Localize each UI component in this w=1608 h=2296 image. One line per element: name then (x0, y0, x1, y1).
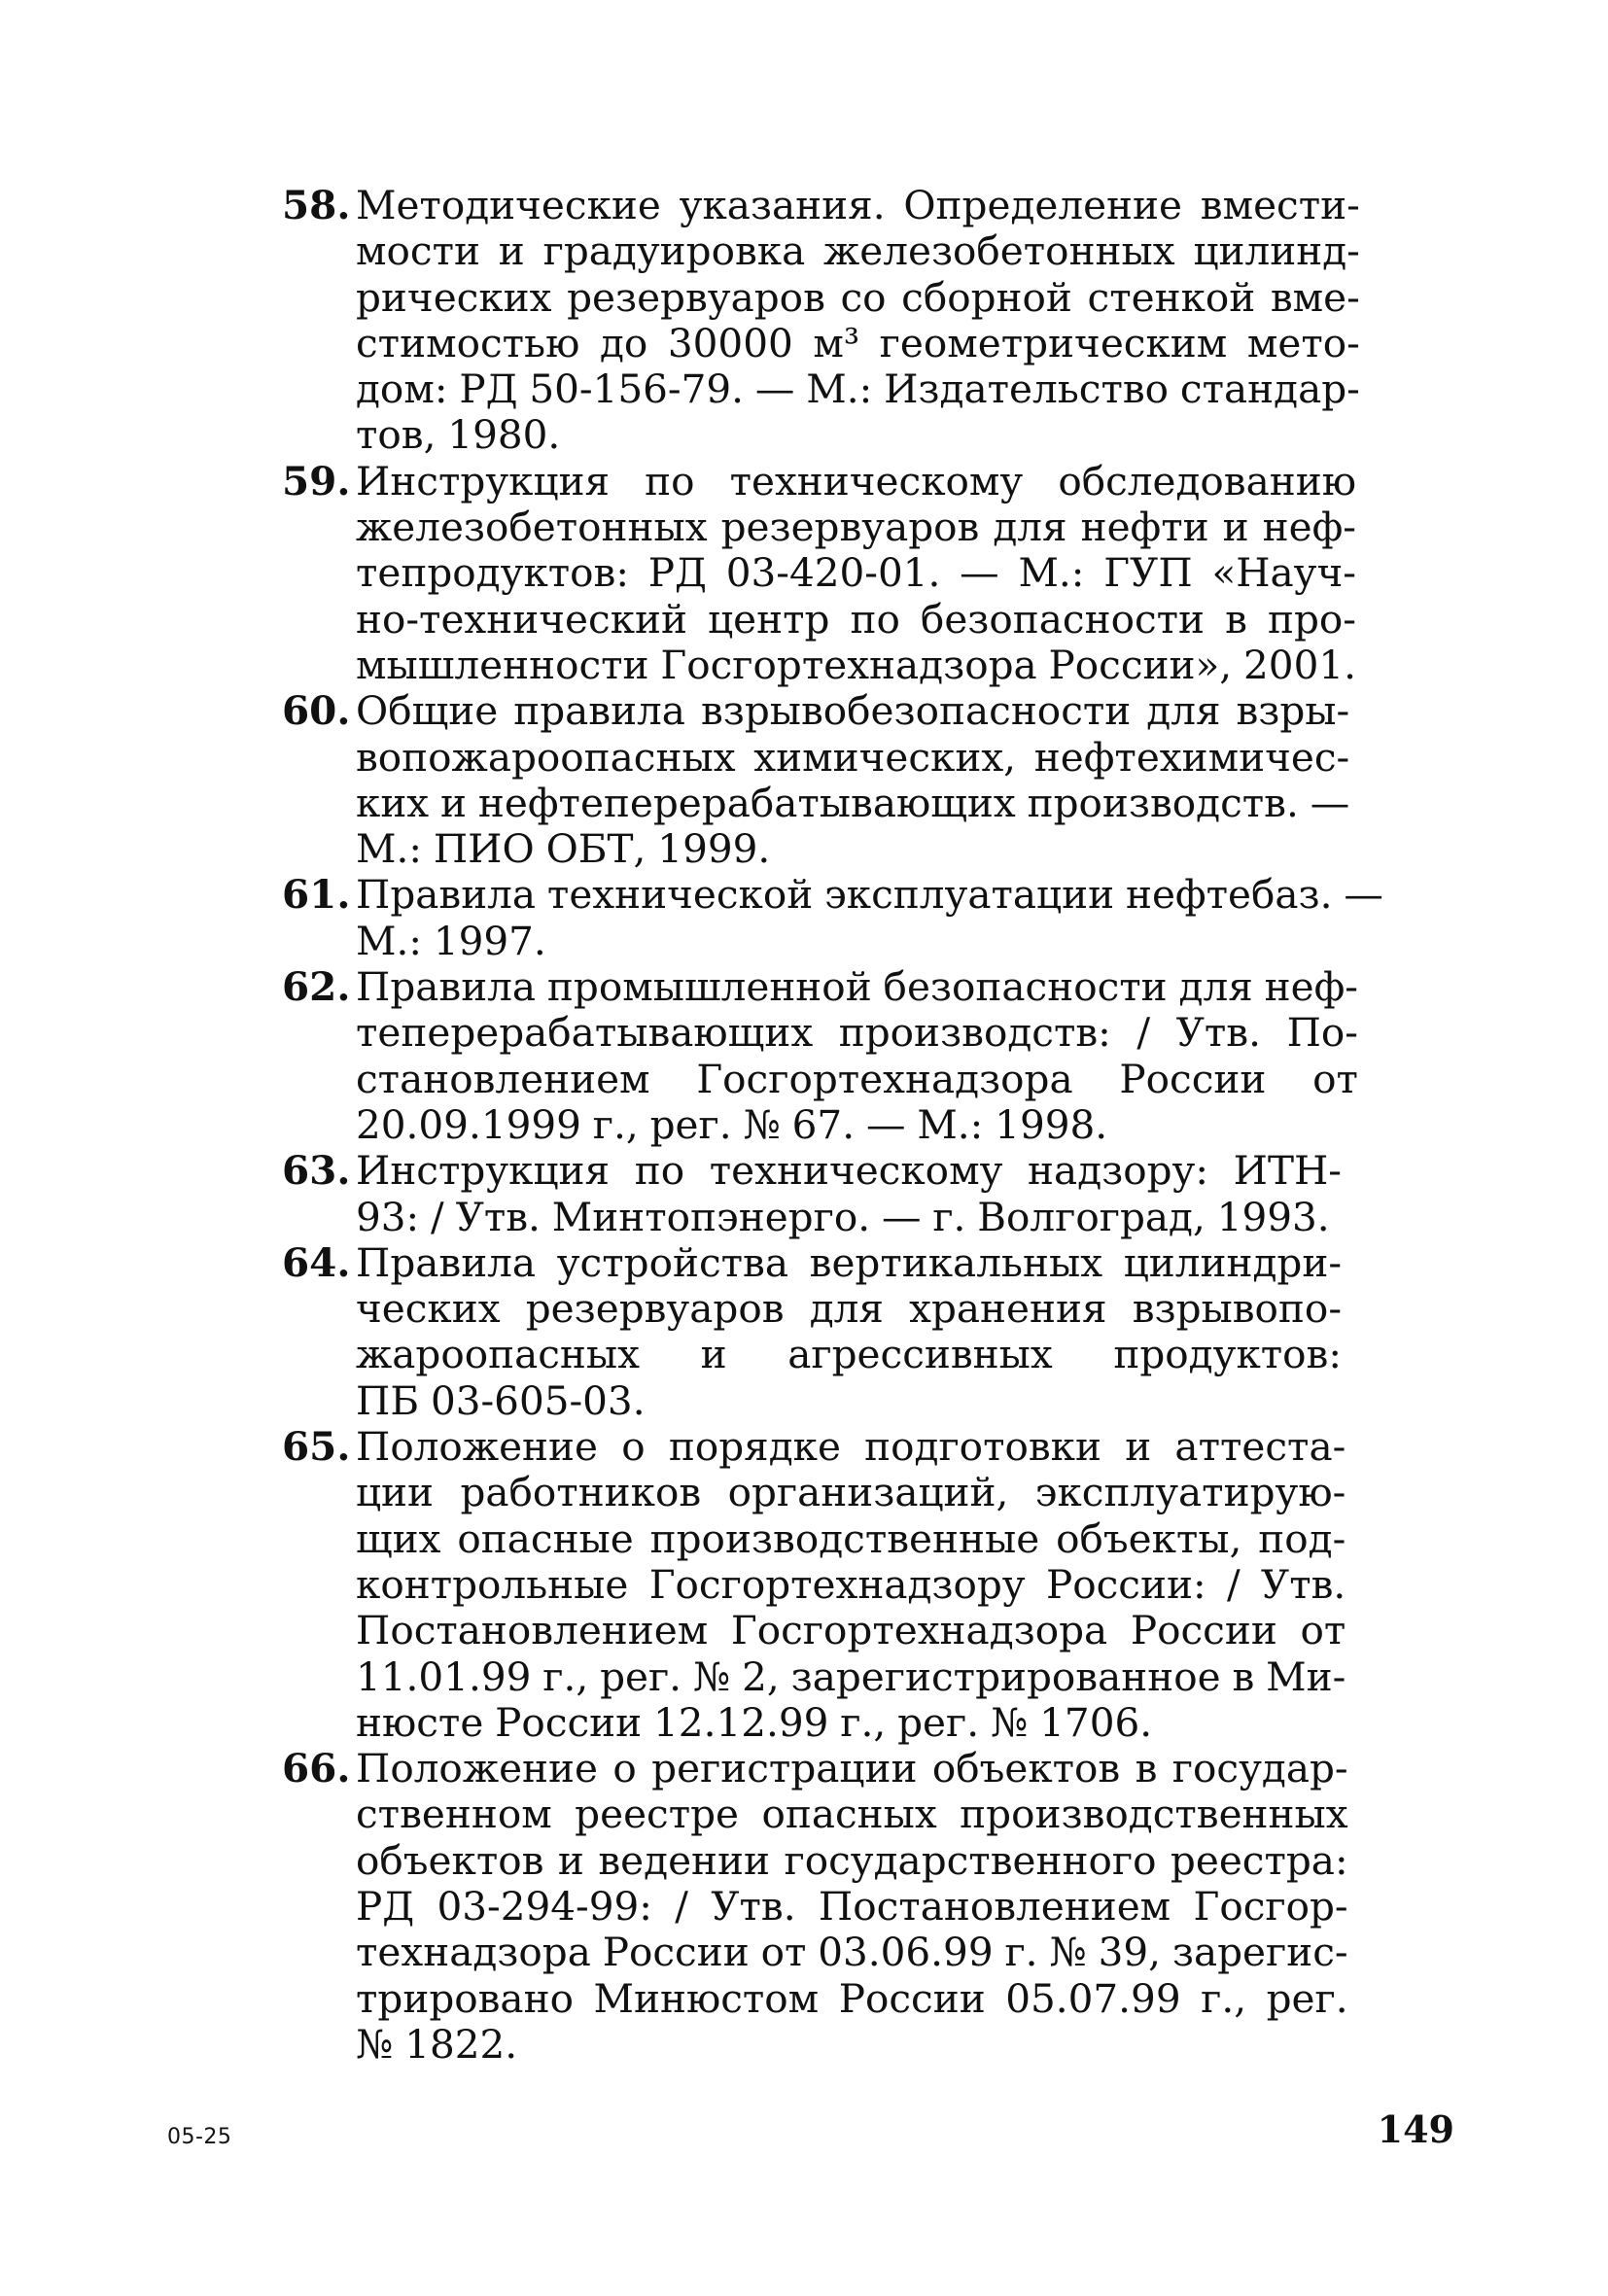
reference-line: тов, 1980. (356, 411, 561, 459)
reference-number: 59. (282, 457, 351, 504)
reference-item-59 (282, 457, 1356, 688)
reference-item-61 (282, 871, 1383, 964)
reference-line: жароопасных и агрессивных продуктов: (356, 1331, 1342, 1378)
reference-line: М.: ПИО ОБТ, 1999. (356, 825, 771, 873)
reference-line: объектов и ведении государственного реестра: (356, 1836, 1348, 1884)
reference-line: 20.09.1999 г., рег. № 67. — М.: 1998. (356, 1100, 1108, 1148)
reference-line: Инструкция по техническому обследованию (356, 457, 1356, 504)
reference-number: 63. (282, 1147, 351, 1195)
reference-line: мости и градуировка железобетонных цилинд- (356, 227, 1360, 275)
reference-number: 66. (282, 1745, 351, 1792)
reference-line: щих опасные производственные объекты, под- (356, 1514, 1346, 1562)
reference-text (356, 1240, 1342, 1424)
reference-text (356, 964, 1358, 1148)
reference-line: Положение о порядке подготовки и аттеста- (356, 1423, 1346, 1471)
reference-line: ственном реестре опасных производственных (356, 1791, 1348, 1838)
reference-line: но-технический центр по безопасности в про- (356, 595, 1356, 643)
reference-line: стимостью до 30000 м³ геометрическим мето- (356, 319, 1360, 366)
reference-line: ческих резервуаров для хранения взрывопо- (356, 1285, 1342, 1333)
reference-item-65 (282, 1423, 1346, 1746)
reference-number: 60. (282, 687, 351, 735)
reference-line: 11.01.99 г., рег. № 2, зарегистрированное в Ми- (356, 1652, 1346, 1700)
reference-line: технадзора России от 03.06.99 г. № 39, зарегис- (356, 1929, 1348, 1976)
reference-item-60 (282, 687, 1350, 873)
reference-number: 62. (282, 963, 351, 1011)
reference-line: трировано Минюстом России 05.07.99 г., рег. (356, 1974, 1348, 2022)
reference-line: нюсте России 12.12.99 г., рег. № 1706. (356, 1698, 1153, 1746)
reference-line: Правила технической эксплуатации нефтебаз. — (356, 871, 1383, 919)
reference-text (356, 1148, 1342, 1240)
reference-line: вопожароопасных химических, нефтехимичес- (356, 733, 1350, 781)
reference-item-66 (282, 1745, 1348, 2068)
reference-line: тепродуктов: РД 03-420-01. — М.: ГУП «Науч- (356, 549, 1356, 597)
reference-line: Методические указания. Определение вмести- (356, 182, 1360, 228)
signature-code: 05-25 (167, 2125, 232, 2149)
reference-text (356, 459, 1356, 688)
reference-number: 61. (282, 871, 351, 919)
reference-text (356, 1746, 1348, 2068)
reference-number: 65. (282, 1423, 351, 1471)
reference-line: контрольные Госгортехнадзору России: / Утв. (356, 1560, 1346, 1608)
reference-line: мышленности Госгортехнадзора России», 2001. (356, 641, 1356, 688)
reference-line: РД 03-294-99: / Утв. Постановлением Госгор- (356, 1882, 1348, 1930)
reference-line: теперерабатывающих производств: / Утв. По- (356, 1009, 1358, 1057)
reference-number: 64. (282, 1238, 351, 1286)
reference-item-62 (282, 963, 1358, 1148)
reference-line: ции работников организаций, эксплуатирую- (356, 1469, 1346, 1516)
reference-item-63 (282, 1148, 1342, 1240)
reference-line: № 1822. (356, 2020, 518, 2068)
reference-line: Инструкция по техническому надзору: ИТН- (356, 1147, 1342, 1195)
reference-line: рических резервуаров со сборной стенкой вме- (356, 273, 1360, 321)
reference-line: М.: 1997. (356, 917, 546, 964)
reference-line: дом: РД 50-156-79. — М.: Издательство стандар- (356, 365, 1360, 413)
reference-line: ПБ 03-605-03. (356, 1376, 646, 1424)
reference-line: Положение о регистрации объектов в государ- (356, 1745, 1348, 1792)
reference-item-64 (282, 1240, 1342, 1424)
reference-number: 58. (282, 182, 351, 228)
reference-line: Постановлением Госгортехнадзора России от (356, 1607, 1346, 1654)
reference-text (356, 1424, 1346, 1746)
reference-line: ких и нефтеперерабатывающих производств. — (356, 779, 1350, 826)
reference-text (356, 183, 1360, 459)
reference-item-58 (282, 182, 1360, 459)
reference-line: становлением Госгортехнадзора России от (356, 1055, 1358, 1102)
reference-list (282, 182, 1383, 2068)
reference-line: Правила устройства вертикальных цилиндри- (356, 1238, 1342, 1286)
reference-line: Правила промышленной безопасности для неф- (356, 963, 1358, 1011)
page-number: 149 (1377, 2107, 1454, 2151)
reference-text (356, 872, 1383, 964)
reference-line: железобетонных резервуаров для нефти и неф- (356, 504, 1356, 551)
reference-text (356, 688, 1349, 872)
reference-line: 93: / Утв. Минтопэнерго. — г. Волгоград, 1993. (356, 1193, 1330, 1240)
reference-line: Общие правила взрывобезопасности для взры- (356, 687, 1350, 735)
